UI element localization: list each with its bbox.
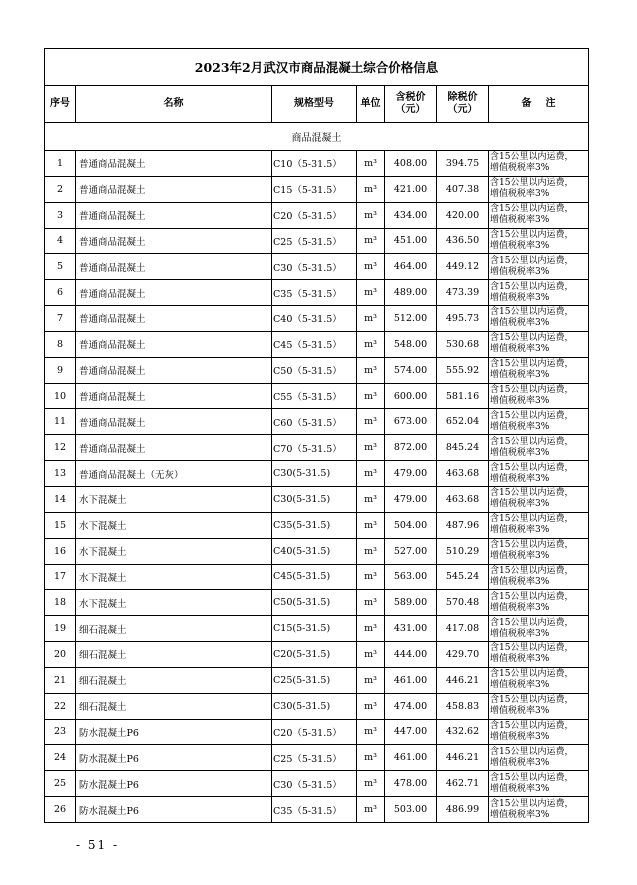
cell-no: 14 xyxy=(45,486,76,512)
cell-name: 普通商品混凝土 xyxy=(76,409,272,435)
section-title: 商品混凝土 xyxy=(45,123,589,151)
cell-price-tax: 574.00 xyxy=(385,357,437,383)
cell-spec: C15(5-31.5) xyxy=(272,616,357,642)
remark-line: 增值税税率3% xyxy=(490,292,550,303)
cell-name: 防水混凝土P6 xyxy=(76,771,272,797)
cell-price-tax: 548.00 xyxy=(385,331,437,357)
cell-remark xyxy=(489,228,589,254)
table-row xyxy=(45,486,589,512)
cell-price-notax: 570.48 xyxy=(437,590,489,616)
cell-name: 细石混凝土 xyxy=(76,693,272,719)
cell-no: 24 xyxy=(45,745,76,771)
cell-price-tax: 421.00 xyxy=(385,176,437,202)
cell-no: 9 xyxy=(45,357,76,383)
cell-remark xyxy=(489,667,589,693)
cell-price-notax: 436.50 xyxy=(437,228,489,254)
cell-unit: m³ xyxy=(357,383,385,409)
cell-price-tax: 563.00 xyxy=(385,564,437,590)
cell-name: 防水混凝土P6 xyxy=(76,719,272,745)
remark-line: 含15公里以内运费， xyxy=(490,540,574,551)
cell-name: 普通商品混凝土 xyxy=(76,280,272,306)
remark-line: 增值税税率3% xyxy=(490,576,550,587)
table-row xyxy=(45,176,589,202)
cell-price-notax: 394.75 xyxy=(437,151,489,177)
cell-price-notax: 407.38 xyxy=(437,176,489,202)
cell-remark xyxy=(489,797,589,823)
table-row xyxy=(45,280,589,306)
cell-unit: m³ xyxy=(357,693,385,719)
remark-line: 增值税税率3% xyxy=(490,344,550,355)
table-row xyxy=(45,797,589,823)
cell-no: 1 xyxy=(45,151,76,177)
cell-spec: C55（5-31.5） xyxy=(272,383,357,409)
table-row xyxy=(45,435,589,461)
cell-no: 19 xyxy=(45,616,76,642)
cell-remark xyxy=(489,383,589,409)
table-row xyxy=(45,642,589,668)
cell-name: 普通商品混凝土 xyxy=(76,306,272,332)
table-row xyxy=(45,151,589,177)
cell-unit: m³ xyxy=(357,176,385,202)
table-row xyxy=(45,461,589,487)
remark-line: 含15公里以内运费， xyxy=(490,798,574,809)
remark-line: 含15公里以内运费， xyxy=(490,617,574,628)
cell-name: 防水混凝土P6 xyxy=(76,745,272,771)
cell-no: 23 xyxy=(45,719,76,745)
cell-unit: m³ xyxy=(357,667,385,693)
remark-line: 增值税税率3% xyxy=(490,731,550,742)
header-price-notax-line2: （元） xyxy=(447,104,478,115)
cell-unit: m³ xyxy=(357,719,385,745)
header-row xyxy=(45,86,589,123)
table-row xyxy=(45,228,589,254)
cell-unit: m³ xyxy=(357,564,385,590)
table-row xyxy=(45,667,589,693)
cell-price-tax: 461.00 xyxy=(385,745,437,771)
page-number: - 51 - xyxy=(76,838,120,852)
cell-spec: C45（5-31.5） xyxy=(272,331,357,357)
header-spec: 规格型号 xyxy=(272,86,357,123)
cell-spec: C25（5-31.5） xyxy=(272,228,357,254)
cell-remark xyxy=(489,202,589,228)
cell-no: 15 xyxy=(45,512,76,538)
remark-line: 含15公里以内运费， xyxy=(490,178,574,189)
cell-price-tax: 673.00 xyxy=(385,409,437,435)
cell-name: 水下混凝土 xyxy=(76,590,272,616)
cell-no: 18 xyxy=(45,590,76,616)
cell-unit: m³ xyxy=(357,331,385,357)
remark-line: 含15公里以内运费， xyxy=(490,746,574,757)
remark-line: 含15公里以内运费， xyxy=(490,385,574,396)
cell-no: 3 xyxy=(45,202,76,228)
cell-spec: C15（5-31.5） xyxy=(272,176,357,202)
remark-line: 增值税税率3% xyxy=(490,499,550,510)
cell-spec: C35（5-31.5） xyxy=(272,797,357,823)
remark-line: 增值税税率3% xyxy=(490,628,550,639)
header-price-notax xyxy=(437,86,489,123)
cell-price-notax: 652.04 xyxy=(437,409,489,435)
remark-line: 增值税税率3% xyxy=(490,809,550,820)
cell-unit: m³ xyxy=(357,280,385,306)
cell-price-notax: 463.68 xyxy=(437,486,489,512)
header-price-tax xyxy=(385,86,437,123)
cell-unit: m³ xyxy=(357,616,385,642)
remark-line: 增值税税率3% xyxy=(490,783,550,794)
remark-line: 含15公里以内运费， xyxy=(490,591,574,602)
cell-remark xyxy=(489,616,589,642)
cell-no: 20 xyxy=(45,642,76,668)
cell-unit: m³ xyxy=(357,745,385,771)
cell-price-notax: 446.21 xyxy=(437,667,489,693)
header-price-notax-line1: 除税价 xyxy=(447,92,478,103)
cell-price-tax: 447.00 xyxy=(385,719,437,745)
cell-name: 细石混凝土 xyxy=(76,642,272,668)
cell-price-tax: 474.00 xyxy=(385,693,437,719)
remark-line: 增值税税率3% xyxy=(490,525,550,536)
cell-name: 水下混凝土 xyxy=(76,512,272,538)
remark-line: 增值税税率3% xyxy=(490,447,550,458)
cell-no: 2 xyxy=(45,176,76,202)
remark-line: 含15公里以内运费， xyxy=(490,229,574,240)
remark-line: 含15公里以内运费， xyxy=(490,772,574,783)
cell-name: 水下混凝土 xyxy=(76,564,272,590)
section-row xyxy=(45,123,589,151)
cell-no: 6 xyxy=(45,280,76,306)
cell-unit: m³ xyxy=(357,642,385,668)
cell-price-notax: 510.29 xyxy=(437,538,489,564)
cell-spec: C20(5-31.5) xyxy=(272,642,357,668)
cell-price-tax: 451.00 xyxy=(385,228,437,254)
cell-price-tax: 434.00 xyxy=(385,202,437,228)
cell-no: 25 xyxy=(45,771,76,797)
cell-spec: C25(5-31.5) xyxy=(272,667,357,693)
cell-unit: m³ xyxy=(357,538,385,564)
table-row xyxy=(45,616,589,642)
remark-line: 含15公里以内运费， xyxy=(490,720,574,731)
remark-line: 含15公里以内运费， xyxy=(490,307,574,318)
cell-no: 21 xyxy=(45,667,76,693)
cell-unit: m³ xyxy=(357,151,385,177)
cell-spec: C10（5-31.5） xyxy=(272,151,357,177)
cell-spec: C30（5-31.5） xyxy=(272,254,357,280)
cell-no: 12 xyxy=(45,435,76,461)
cell-no: 11 xyxy=(45,409,76,435)
cell-remark xyxy=(489,254,589,280)
cell-price-tax: 408.00 xyxy=(385,151,437,177)
table-row xyxy=(45,306,589,332)
cell-name: 细石混凝土 xyxy=(76,616,272,642)
remark-line: 含15公里以内运费， xyxy=(490,281,574,292)
table-row xyxy=(45,538,589,564)
cell-name: 普通商品混凝土 xyxy=(76,254,272,280)
remark-line: 含15公里以内运费， xyxy=(490,152,574,163)
table-row xyxy=(45,590,589,616)
cell-price-notax: 449.12 xyxy=(437,254,489,280)
remark-line: 含15公里以内运费， xyxy=(490,565,574,576)
cell-name: 细石混凝土 xyxy=(76,667,272,693)
cell-price-notax: 486.99 xyxy=(437,797,489,823)
table-row xyxy=(45,564,589,590)
remark-line: 增值税税率3% xyxy=(490,654,550,665)
header-no: 序号 xyxy=(45,86,76,123)
remark-line: 增值税税率3% xyxy=(490,163,550,174)
cell-remark xyxy=(489,357,589,383)
remark-line: 含15公里以内运费， xyxy=(490,436,574,447)
cell-remark xyxy=(489,693,589,719)
remark-line: 含15公里以内运费， xyxy=(490,514,574,525)
cell-remark xyxy=(489,745,589,771)
remark-line: 增值税税率3% xyxy=(490,680,550,691)
cell-name: 普通商品混凝土 xyxy=(76,228,272,254)
remark-line: 含15公里以内运费， xyxy=(490,359,574,370)
cell-name: 普通商品混凝土 xyxy=(76,202,272,228)
cell-no: 16 xyxy=(45,538,76,564)
remark-line: 增值税税率3% xyxy=(490,189,550,200)
remark-line: 含15公里以内运费， xyxy=(490,669,574,680)
remark-line: 增值税税率3% xyxy=(490,240,550,251)
cell-price-notax: 432.62 xyxy=(437,719,489,745)
cell-price-notax: 581.16 xyxy=(437,383,489,409)
remark-line: 含15公里以内运费， xyxy=(490,695,574,706)
cell-spec: C30（5-31.5） xyxy=(272,771,357,797)
cell-remark xyxy=(489,461,589,487)
cell-unit: m³ xyxy=(357,306,385,332)
cell-spec: C40（5-31.5） xyxy=(272,306,357,332)
cell-spec: C50（5-31.5） xyxy=(272,357,357,383)
table-row xyxy=(45,693,589,719)
cell-price-tax: 512.00 xyxy=(385,306,437,332)
cell-price-notax: 845.24 xyxy=(437,435,489,461)
table-row xyxy=(45,409,589,435)
cell-unit: m³ xyxy=(357,435,385,461)
table-row xyxy=(45,771,589,797)
cell-remark xyxy=(489,590,589,616)
cell-spec: C50(5-31.5) xyxy=(272,590,357,616)
cell-unit: m³ xyxy=(357,771,385,797)
cell-no: 10 xyxy=(45,383,76,409)
cell-spec: C45(5-31.5) xyxy=(272,564,357,590)
header-name: 名称 xyxy=(76,86,272,123)
cell-price-notax: 473.39 xyxy=(437,280,489,306)
table-title: 2023年2月武汉市商品混凝土综合价格信息 xyxy=(45,49,589,86)
table-row xyxy=(45,512,589,538)
cell-no: 13 xyxy=(45,461,76,487)
cell-unit: m³ xyxy=(357,228,385,254)
cell-unit: m³ xyxy=(357,409,385,435)
header-unit: 单位 xyxy=(357,86,385,123)
table-row xyxy=(45,357,589,383)
cell-remark xyxy=(489,771,589,797)
cell-price-tax: 464.00 xyxy=(385,254,437,280)
cell-no: 26 xyxy=(45,797,76,823)
cell-spec: C30(5-31.5) xyxy=(272,461,357,487)
cell-price-notax: 530.68 xyxy=(437,331,489,357)
cell-name: 普通商品混凝土（无灰） xyxy=(76,461,272,487)
title-row xyxy=(45,49,589,86)
cell-price-tax: 600.00 xyxy=(385,383,437,409)
cell-unit: m³ xyxy=(357,486,385,512)
cell-price-notax: 420.00 xyxy=(437,202,489,228)
cell-price-notax: 495.73 xyxy=(437,306,489,332)
cell-price-notax: 462.71 xyxy=(437,771,489,797)
cell-unit: m³ xyxy=(357,512,385,538)
table-row xyxy=(45,745,589,771)
cell-price-tax: 872.00 xyxy=(385,435,437,461)
cell-price-tax: 479.00 xyxy=(385,461,437,487)
remark-line: 增值税税率3% xyxy=(490,318,550,329)
cell-price-tax: 589.00 xyxy=(385,590,437,616)
cell-remark xyxy=(489,564,589,590)
cell-name: 防水混凝土P6 xyxy=(76,797,272,823)
cell-unit: m³ xyxy=(357,357,385,383)
cell-remark xyxy=(489,176,589,202)
cell-no: 8 xyxy=(45,331,76,357)
cell-name: 普通商品混凝土 xyxy=(76,176,272,202)
cell-price-notax: 446.21 xyxy=(437,745,489,771)
remark-line: 含15公里以内运费， xyxy=(490,204,574,215)
header-remark: 备 注 xyxy=(489,86,589,123)
remark-line: 增值税税率3% xyxy=(490,421,550,432)
cell-remark xyxy=(489,331,589,357)
cell-spec: C30(5-31.5) xyxy=(272,486,357,512)
header-price-tax-line1: 含税价 xyxy=(395,92,426,103)
table-row xyxy=(45,719,589,745)
cell-spec: C70（5-31.5） xyxy=(272,435,357,461)
cell-price-tax: 478.00 xyxy=(385,771,437,797)
cell-unit: m³ xyxy=(357,461,385,487)
cell-spec: C25（5-31.5） xyxy=(272,745,357,771)
cell-remark xyxy=(489,642,589,668)
cell-spec: C35(5-31.5) xyxy=(272,512,357,538)
remark-line: 含15公里以内运费， xyxy=(490,255,574,266)
remark-line: 含15公里以内运费， xyxy=(490,643,574,654)
cell-price-tax: 431.00 xyxy=(385,616,437,642)
remark-line: 含15公里以内运费， xyxy=(490,333,574,344)
cell-spec: C30(5-31.5) xyxy=(272,693,357,719)
cell-name: 普通商品混凝土 xyxy=(76,383,272,409)
cell-price-tax: 489.00 xyxy=(385,280,437,306)
cell-remark xyxy=(489,306,589,332)
cell-price-notax: 429.70 xyxy=(437,642,489,668)
cell-price-notax: 555.92 xyxy=(437,357,489,383)
remark-line: 增值税税率3% xyxy=(490,215,550,226)
table-row xyxy=(45,202,589,228)
cell-price-notax: 417.08 xyxy=(437,616,489,642)
cell-price-notax: 463.68 xyxy=(437,461,489,487)
remark-line: 增值税税率3% xyxy=(490,370,550,381)
cell-unit: m³ xyxy=(357,254,385,280)
remark-line: 含15公里以内运费， xyxy=(490,462,574,473)
remark-line: 增值税税率3% xyxy=(490,266,550,277)
cell-unit: m³ xyxy=(357,590,385,616)
cell-unit: m³ xyxy=(357,797,385,823)
cell-name: 普通商品混凝土 xyxy=(76,151,272,177)
cell-no: 4 xyxy=(45,228,76,254)
cell-unit: m³ xyxy=(357,202,385,228)
cell-name: 普通商品混凝土 xyxy=(76,435,272,461)
cell-price-tax: 461.00 xyxy=(385,667,437,693)
cell-no: 22 xyxy=(45,693,76,719)
cell-name: 普通商品混凝土 xyxy=(76,331,272,357)
cell-price-tax: 503.00 xyxy=(385,797,437,823)
remark-line: 增值税税率3% xyxy=(490,473,550,484)
table-row xyxy=(45,383,589,409)
cell-price-notax: 458.83 xyxy=(437,693,489,719)
price-table xyxy=(44,48,589,823)
table-row xyxy=(45,331,589,357)
remark-line: 增值税税率3% xyxy=(490,602,550,613)
cell-price-notax: 545.24 xyxy=(437,564,489,590)
remark-line: 增值税税率3% xyxy=(490,757,550,768)
remark-line: 含15公里以内运费， xyxy=(490,410,574,421)
cell-remark xyxy=(489,719,589,745)
cell-no: 7 xyxy=(45,306,76,332)
cell-spec: C40(5-31.5) xyxy=(272,538,357,564)
cell-remark xyxy=(489,280,589,306)
table-row xyxy=(45,254,589,280)
cell-remark xyxy=(489,435,589,461)
cell-remark xyxy=(489,151,589,177)
cell-remark xyxy=(489,538,589,564)
cell-price-tax: 504.00 xyxy=(385,512,437,538)
cell-price-notax: 487.96 xyxy=(437,512,489,538)
cell-price-tax: 479.00 xyxy=(385,486,437,512)
remark-line: 增值税税率3% xyxy=(490,706,550,717)
remark-line: 含15公里以内运费， xyxy=(490,488,574,499)
cell-spec: C60（5-31.5） xyxy=(272,409,357,435)
remark-line: 增值税税率3% xyxy=(490,551,550,562)
cell-spec: C20（5-31.5） xyxy=(272,202,357,228)
cell-remark xyxy=(489,409,589,435)
header-price-tax-line2: （元） xyxy=(395,104,426,115)
cell-name: 普通商品混凝土 xyxy=(76,357,272,383)
cell-price-tax: 444.00 xyxy=(385,642,437,668)
cell-spec: C20（5-31.5） xyxy=(272,719,357,745)
remark-line: 增值税税率3% xyxy=(490,396,550,407)
cell-spec: C35（5-31.5） xyxy=(272,280,357,306)
cell-no: 5 xyxy=(45,254,76,280)
cell-no: 17 xyxy=(45,564,76,590)
cell-remark xyxy=(489,486,589,512)
cell-name: 水下混凝土 xyxy=(76,538,272,564)
cell-remark xyxy=(489,512,589,538)
cell-name: 水下混凝土 xyxy=(76,486,272,512)
cell-price-tax: 527.00 xyxy=(385,538,437,564)
